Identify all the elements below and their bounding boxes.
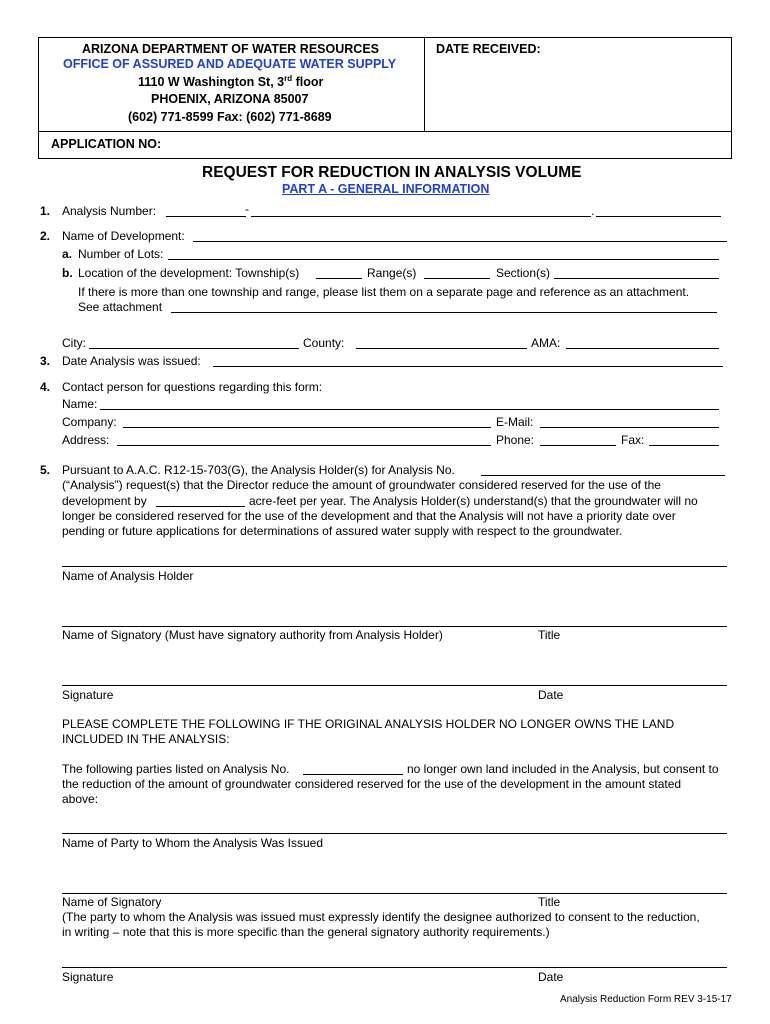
item-2b-label: b. [62,266,73,280]
analysis-number-label: Analysis Number: [62,204,157,218]
range-field[interactable] [424,278,490,279]
office-phone: (602) 771-8599 Fax: (602) 771-8689 [128,110,332,124]
analysis-holder-name-label: Name of Analysis Holder [62,569,194,583]
section-field[interactable] [554,278,719,279]
item-number-5: 5. [40,463,51,477]
fax-label: Fax: [621,433,645,447]
header-divider-vertical [424,38,425,131]
agency-name: ARIZONA DEPARTMENT OF WATER RESOURCES [82,42,379,56]
city-field[interactable] [89,348,299,349]
signature-label: Signature [62,688,114,702]
county-field[interactable] [356,348,527,349]
application-no-label: APPLICATION NO: [51,137,162,151]
date-received-label: DATE RECEIVED: [436,42,541,56]
number-of-lots-label: Number of Lots: [78,247,164,261]
parties-line-1b: no longer own land included in the Analysis, but consent to [407,762,719,776]
parties-line-3: above: [62,792,99,806]
signatory-name-field[interactable] [62,626,727,627]
header-divider-horizontal [39,131,731,132]
phone-label: Phone: [496,433,535,447]
office-street: 1110 W Washington St, 3rd floor [138,74,324,90]
see-attachment-field[interactable] [171,312,717,313]
designee-note-line-1: (The party to whom the Analysis was issued must expressly identify the designee authorized to consent to the reduction, [62,910,700,924]
item-number-1: 1. [40,204,51,218]
section-label: Section(s) [496,266,551,280]
item-2a-label: a. [62,247,73,261]
date-issued-label: Date Analysis was issued: [62,354,201,368]
part-a-heading: PART A - GENERAL INFORMATION [282,182,490,196]
item-5-line-3b: acre-feet per year. The Analysis Holder(s) understand(s) that the groundwater will no [249,494,698,508]
item-5-line-3a: development by [62,494,147,508]
party-name-field[interactable] [62,833,727,834]
date-received-field[interactable] [548,42,723,55]
office-city: PHOENIX, ARIZONA 85007 [151,92,309,106]
parties-analysis-no-field[interactable] [303,774,403,775]
signatory-2-name-field[interactable] [62,893,727,894]
company-field[interactable] [123,427,491,428]
item-number-4: 4. [40,380,51,394]
acre-feet-field[interactable] [156,506,245,507]
development-name-field[interactable] [193,241,727,242]
number-of-lots-field[interactable] [168,259,719,260]
city-label: City: [62,336,86,350]
item-5-line-5: pending or future applications for determinations of assured water supply with respect to the groundwater. [62,524,623,538]
item-5-analysis-no-field[interactable] [481,475,725,476]
signatory-title-label: Title [538,628,561,642]
location-township-label: Location of the development: Township(s) [78,266,300,280]
notice-line-2: INCLUDED IN THE ANALYSIS: [62,732,230,746]
party-name-label: Name of Party to Whom the Analysis Was Issued [62,836,323,850]
range-label: Range(s) [367,266,417,280]
address-label: Address: [62,433,110,447]
analysis-number-field-2[interactable] [251,216,591,217]
contact-name-field[interactable] [100,409,719,410]
email-label: E-Mail: [496,415,534,429]
township-note: If there is more than one township and range, please list them on a separate page and reference as an attachment. [78,285,690,299]
county-label: County: [303,336,345,350]
see-attachment-label: See attachment [78,300,163,314]
address-field[interactable] [117,445,491,446]
signatory-name-label: Name of Signatory (Must have signatory authority from Analysis Holder) [62,628,443,642]
item-5-line-4: longer be considered reserved for the use of the development and that the Analysis will not have a priority date over [62,509,676,523]
contact-name-label: Name: [62,397,98,411]
item-number-3: 3. [40,354,51,368]
parties-line-1a: The following parties listed on Analysis No. [62,762,290,776]
company-label: Company: [62,415,117,429]
contact-heading: Contact person for questions regarding this form: [62,380,323,394]
signature-field[interactable] [62,685,727,686]
designee-note-line-2: in writing – note that this is more specific than the general signatory authority requirements.) [62,925,550,939]
analysis-number-dot: . [591,204,595,218]
notice-line-1: PLEASE COMPLETE THE FOLLOWING IF THE ORIGINAL ANALYSIS HOLDER NO LONGER OWNS THE LAND [62,717,675,731]
signature-date-label: Date [538,688,564,702]
signature-2-date-label: Date [538,970,564,984]
email-field[interactable] [540,427,719,428]
form-revision-footer: Analysis Reduction Form REV 3-15-17 [560,994,732,1005]
form-title: REQUEST FOR REDUCTION IN ANALYSIS VOLUME [202,164,582,181]
signature-2-label: Signature [62,970,114,984]
item-number-2: 2. [40,229,51,243]
parties-line-2: the reduction of the amount of groundwater considered reserved for the use of the development in the amount stated [62,777,682,791]
analysis-number-field-3[interactable] [596,216,721,217]
application-no-field[interactable] [170,137,720,150]
office-name: OFFICE OF ASSURED AND ADEQUATE WATER SUPPLY [63,57,397,71]
ama-field[interactable] [566,348,719,349]
township-field[interactable] [316,278,362,279]
ama-label: AMA: [531,336,561,350]
date-issued-field[interactable] [213,366,723,367]
analysis-number-dash: - [245,202,249,216]
development-name-label: Name of Development: [62,229,185,243]
analysis-holder-name-field[interactable] [62,566,727,567]
item-5-line-2: (“Analysis”) request(s) that the Director reduce the amount of groundwater considered reserved for the use of the [62,478,661,492]
phone-field[interactable] [540,445,616,446]
analysis-number-field-1[interactable] [166,216,246,217]
signature-2-field[interactable] [62,967,727,968]
signatory-2-title-label: Title [538,895,561,909]
item-5-line-1: Pursuant to A.A.C. R12-15-703(G), the Analysis Holder(s) for Analysis No. [62,463,455,477]
fax-field[interactable] [649,445,719,446]
signatory-2-name-label: Name of Signatory [62,895,162,909]
